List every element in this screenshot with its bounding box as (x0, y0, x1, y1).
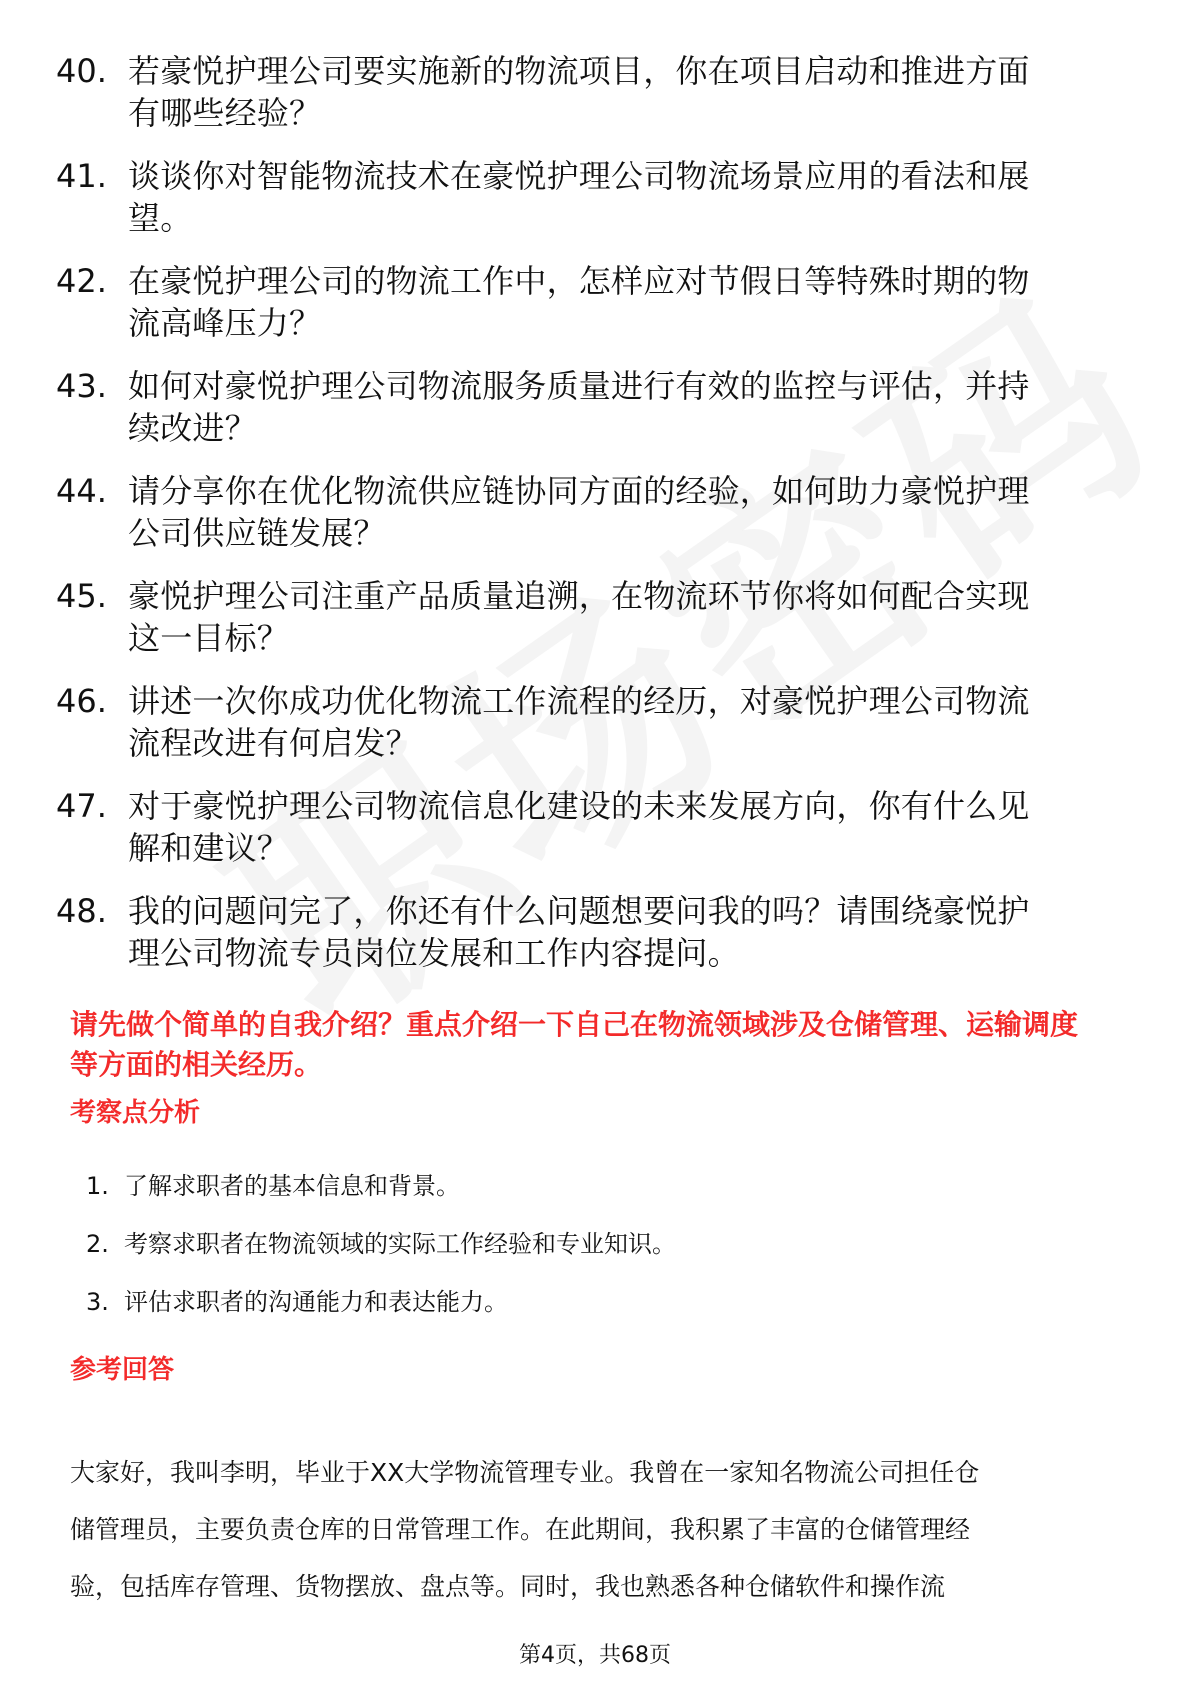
question-list (56, 50, 1134, 995)
featured-question: 请先做个简单的自我介绍？重点介绍一下自己在物流领域涉及仓储管理、运输调度 等方面的相关经历。 (70, 1008, 1079, 1081)
question-item (56, 155, 1134, 239)
analysis-text: 评估求职者的沟通能力和表达能力。 (124, 1288, 508, 1316)
question-text: 豪悦护理公司注重产品质量追溯，在物流环节你将如何配合实现 这一目标？ (128, 577, 1030, 657)
question-text: 在豪悦护理公司的物流工作中，怎样应对节假日等特殊时期的物 流高峰压力？ (128, 262, 1030, 342)
reference-answer-heading: 参考回答 (70, 1355, 175, 1385)
analysis-item (86, 1285, 1036, 1343)
question-number: 44. (56, 472, 107, 510)
question-text: 请分享你在优化物流供应链协同方面的经验，如何助力豪悦护理 公司供应链发展？ (128, 472, 1030, 552)
question-text: 谈谈你对智能物流技术在豪悦护理公司物流场景应用的看法和展 望。 (128, 157, 1030, 237)
reference-answer-text: 大家好，我叫李明，毕业于XX大学物流管理专业。我曾在一家知名物流公司担任仓 储管理员，主要负责仓库的日常管理工作。在此期间，我积累了丰富的仓储管理经 验，包括库存管理、货物摆放、盘点等。同时，我也熟悉各种仓储软件和操作流 (70, 1458, 980, 1601)
question-number: 47. (56, 787, 107, 825)
analysis-number: 2. (86, 1230, 109, 1258)
question-number: 43. (56, 367, 107, 405)
question-number: 41. (56, 157, 107, 195)
question-number: 42. (56, 262, 107, 300)
question-item (56, 470, 1134, 554)
analysis-item (86, 1227, 1036, 1285)
analysis-list (86, 1169, 1036, 1343)
question-item (56, 785, 1134, 869)
question-item (56, 575, 1134, 659)
question-text: 讲述一次你成功优化物流工作流程的经历，对豪悦护理公司物流 流程改进有何启发？ (128, 682, 1030, 762)
question-text: 我的问题问完了，你还有什么问题想要问我的吗？请围绕豪悦护 理公司物流专员岗位发展和工作内容提问。 (128, 892, 1030, 972)
question-number: 45. (56, 577, 107, 615)
question-item (56, 260, 1134, 344)
question-item (56, 50, 1134, 134)
analysis-text: 了解求职者的基本信息和背景。 (124, 1172, 460, 1200)
question-item (56, 365, 1134, 449)
question-number: 46. (56, 682, 107, 720)
page-footer: 第4页，共68页 (519, 1643, 671, 1668)
question-item (56, 890, 1134, 974)
question-item (56, 680, 1134, 764)
analysis-item (86, 1169, 1036, 1227)
analysis-heading: 考察点分析 (70, 1098, 201, 1128)
question-text: 对于豪悦护理公司物流信息化建设的未来发展方向，你有什么见 解和建议？ (128, 787, 1030, 867)
analysis-number: 1. (86, 1172, 109, 1200)
question-number: 40. (56, 52, 107, 90)
analysis-number: 3. (86, 1288, 109, 1316)
question-text: 如何对豪悦护理公司物流服务质量进行有效的监控与评估，并持 续改进？ (128, 367, 1030, 447)
question-number: 48. (56, 892, 107, 930)
question-text: 若豪悦护理公司要实施新的物流项目，你在项目启动和推进方面 有哪些经验？ (128, 52, 1030, 132)
analysis-text: 考察求职者在物流领域的实际工作经验和专业知识。 (124, 1230, 676, 1258)
